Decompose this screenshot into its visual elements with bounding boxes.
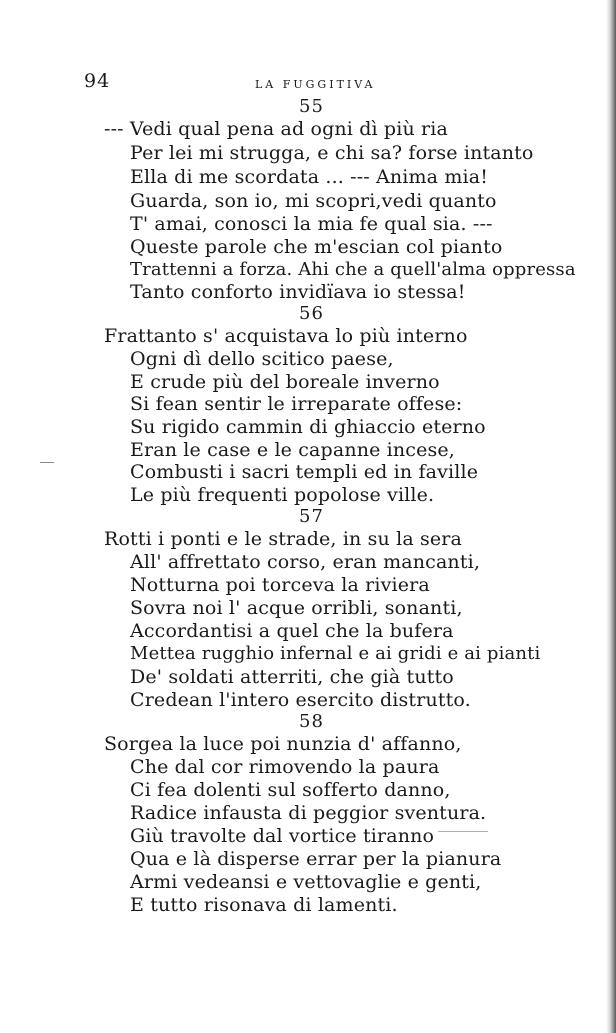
- running-head: LA FUGGITIVA: [255, 78, 376, 91]
- verse-line: Eran le case e le capanne incese,: [130, 439, 455, 461]
- verse-line: Trattenni a forza. Ahi che a quell'alma oppressa: [130, 259, 576, 280]
- verse-line: Ella di me scordata ... --- Anima mia!: [130, 166, 489, 188]
- verse-line: Le più frequenti popolose ville.: [130, 484, 435, 506]
- verse-line: Credean l'intero esercito distrutto.: [130, 689, 471, 711]
- stanza-number: 57: [299, 506, 324, 527]
- stanza-number: 56: [299, 303, 324, 324]
- print-smudge: [438, 831, 488, 832]
- verse-line: Queste parole che m'escian col pianto: [130, 236, 503, 258]
- verse-line: Giù travolte dal vortice tiranno: [130, 825, 435, 847]
- verse-line: Combusti i sacri templi ed in faville: [130, 461, 479, 483]
- verse-line: --- Vedi qual pena ad ogni dì più ria: [104, 118, 448, 140]
- verse-line: Ogni dì dello scitico paese,: [130, 348, 394, 370]
- verse-line: Qua e là disperse errar per la pianura: [130, 848, 502, 870]
- verse-line: E tutto risonava di lamenti.: [130, 894, 398, 916]
- verse-line: Si fean sentir le irreparate offese:: [130, 393, 463, 415]
- verse-line: Notturna poi torceva la riviera: [130, 574, 430, 596]
- verse-line: Su rigido cammin di ghiaccio eterno: [130, 416, 486, 438]
- verse-line: All' affrettato corso, eran mancanti,: [130, 551, 481, 573]
- page-number: 94: [84, 70, 111, 92]
- page-edge-shadow: [606, 0, 616, 1033]
- verse-line: Ci fea dolenti sul sofferto danno,: [130, 779, 451, 801]
- verse-line: Armi vedeansi e vettovaglie e genti,: [130, 871, 482, 893]
- verse-line: T' amai, conosci la mia fe qual sia. ---: [130, 213, 493, 235]
- verse-line: Radice infausta di peggior sventura.: [130, 802, 487, 824]
- verse-line: De' soldati atterriti, che già tutto: [130, 666, 454, 688]
- verse-line: Accordantisi a quel che la bufera: [130, 620, 454, 642]
- verse-line: Che dal cor rimovendo la paura: [130, 756, 440, 778]
- verse-line: Frattanto s' acquistava lo più interno: [104, 325, 468, 347]
- verse-line: Sovra noi l' acque orribli, sonanti,: [130, 597, 463, 619]
- verse-line: Guarda, son io, mi scopri,vedi quanto: [130, 190, 497, 212]
- verse-line: Tanto conforto invidïava io stessa!: [130, 281, 466, 303]
- verse-line: Sorgea la luce poi nunzia d' affanno,: [104, 733, 462, 755]
- stanza-number: 55: [299, 96, 324, 117]
- print-smudge: [40, 462, 54, 463]
- verse-line: Per lei mi strugga, e chi sa? forse intanto: [130, 142, 534, 164]
- stanza-number: 58: [299, 711, 324, 732]
- verse-line: E crude più del boreale inverno: [130, 371, 440, 393]
- verse-line: Mettea rugghio infernal e ai gridi e ai pianti: [130, 643, 541, 664]
- verse-line: Rotti i ponti e le strade, in su la sera: [104, 528, 462, 550]
